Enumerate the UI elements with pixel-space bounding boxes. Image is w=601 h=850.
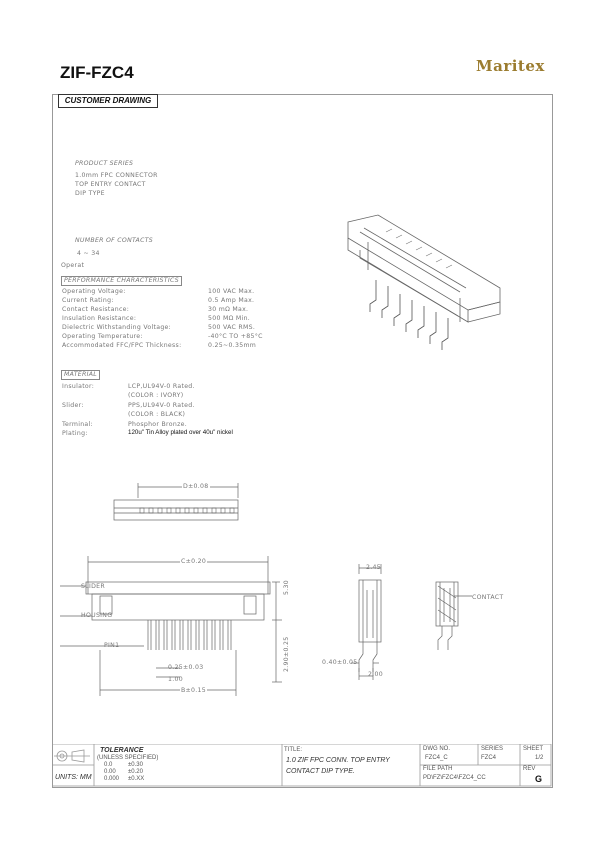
product-series-line: DIP TYPE bbox=[75, 190, 105, 197]
perf-value: 30 mΩ Max. bbox=[208, 306, 249, 313]
dim-530-label: 5.30 bbox=[283, 580, 290, 595]
perf-value: -40°C TO +85°C bbox=[208, 333, 263, 340]
tol-val: ±0.20 bbox=[128, 769, 143, 775]
front-pin bbox=[164, 620, 167, 650]
perf-label: Operating Voltage: bbox=[62, 288, 126, 295]
top-pin bbox=[212, 508, 216, 513]
perf-value: 0.25~0.35mm bbox=[208, 342, 257, 349]
terminal-value: Phosphor Bronze. bbox=[128, 421, 187, 428]
tol-fmt: 0.00 bbox=[104, 769, 116, 775]
rev-value: G bbox=[535, 774, 543, 784]
dim-d-label: D±0.08 bbox=[183, 483, 209, 490]
page-title: ZIF-FZC4 bbox=[60, 63, 134, 82]
dim-245-label: 2.45 bbox=[366, 564, 381, 571]
dwg-no-label: DWG NO. bbox=[423, 746, 450, 752]
maritex-logo: Maritex bbox=[476, 57, 545, 75]
top-pin bbox=[140, 508, 144, 513]
insulator-label: Insulator: bbox=[62, 383, 95, 390]
isometric-connector-drawing bbox=[340, 210, 510, 360]
top-pin bbox=[185, 508, 189, 513]
tol-val: ±0.30 bbox=[128, 762, 143, 768]
product-series-line: 1.0mm FPC CONNECTOR bbox=[75, 172, 158, 179]
series-label: SERIES bbox=[481, 746, 504, 752]
front-pin bbox=[228, 620, 231, 650]
top-pin bbox=[176, 508, 180, 513]
units-label: UNITS: MM bbox=[55, 774, 92, 781]
dwg-no: FZC4_C bbox=[425, 755, 448, 761]
dim-pitch-label: 0.25±0.03 bbox=[168, 664, 204, 671]
perf-label: Operating Temperature: bbox=[62, 333, 143, 340]
perf-value: 500 MΩ Min. bbox=[208, 315, 251, 322]
top-view-drawing bbox=[108, 478, 248, 528]
slider-callout: SLIDER bbox=[81, 583, 105, 590]
front-pin bbox=[220, 620, 223, 650]
perf-label: Contact Resistance: bbox=[62, 306, 130, 313]
top-pin bbox=[221, 508, 225, 513]
dim-040-label: 0.40±0.05 bbox=[322, 659, 358, 666]
front-view-drawing bbox=[60, 550, 310, 700]
customer-drawing-label: CUSTOMER DRAWING bbox=[58, 94, 158, 108]
perf-label: Accommodated FFC/FPC Thickness: bbox=[62, 342, 182, 349]
slider-color: (COLOR : BLACK) bbox=[128, 411, 186, 418]
product-series-heading: PRODUCT SERIES bbox=[75, 160, 134, 167]
front-pin bbox=[180, 620, 183, 650]
dim-290-label: 2.90±0.25 bbox=[283, 636, 290, 672]
perf-value: 0.5 Amp Max. bbox=[208, 297, 255, 304]
tol-fmt: 0.000 bbox=[104, 776, 120, 782]
top-pin bbox=[203, 508, 207, 513]
series-value: FZC4 bbox=[481, 755, 496, 761]
material-heading: MATERIAL bbox=[61, 370, 100, 380]
drawing-title-line1: 1.0 ZIF FPC CONN. TOP ENTRY bbox=[286, 757, 390, 764]
tolerance-sub: (UNLESS SPECIFIED) bbox=[97, 755, 159, 761]
tolerance-heading: TOLERANCE bbox=[100, 747, 144, 754]
dim-b-label: B±0.15 bbox=[181, 687, 207, 694]
dim-200-label: 2.00 bbox=[368, 671, 383, 678]
front-pin bbox=[156, 620, 159, 650]
tol-val: ±0.XX bbox=[128, 776, 145, 782]
front-pin bbox=[172, 620, 175, 650]
top-pin bbox=[194, 508, 198, 513]
file-path: PD\FZ\FZC4\FZC4_CC bbox=[423, 775, 486, 781]
tol-fmt: 0.0 bbox=[104, 762, 113, 768]
drawing-title-line2: CONTACT DIP TYPE. bbox=[286, 768, 355, 775]
front-pin bbox=[212, 620, 215, 650]
plating-label: Plating: bbox=[62, 430, 88, 437]
section-view-drawing bbox=[428, 578, 478, 653]
title-label: TITLE: bbox=[284, 747, 303, 753]
contacts-extra: Operat bbox=[61, 262, 85, 269]
side-view-drawing bbox=[345, 560, 405, 685]
top-pin bbox=[230, 508, 234, 513]
front-pin bbox=[196, 620, 199, 650]
top-pin bbox=[149, 508, 153, 513]
slider-value: PPS,UL94V-0 Rated. bbox=[128, 402, 195, 409]
plating-value: 120u" Tin Alloy plated over 40u" nickel bbox=[128, 429, 233, 436]
contacts-value: 4 ~ 34 bbox=[77, 250, 100, 257]
perf-label: Insulation Resistance: bbox=[62, 315, 137, 322]
file-path-label: FILE PATH bbox=[423, 766, 453, 772]
front-pin bbox=[204, 620, 207, 650]
sheet-value: 1/2 bbox=[535, 755, 544, 761]
dim-c-label: C±0.20 bbox=[181, 558, 207, 565]
perf-label: Current Rating: bbox=[62, 297, 114, 304]
perf-label: Dielectric Withstanding Voltage: bbox=[62, 324, 172, 331]
insulator-value: LCP,UL94V-0 Rated. bbox=[128, 383, 195, 390]
perf-value: 500 VAC RMS. bbox=[208, 324, 256, 331]
front-pin bbox=[188, 620, 191, 650]
rev-label: REV bbox=[523, 766, 536, 772]
front-pin bbox=[148, 620, 151, 650]
sheet-label: SHEET bbox=[523, 746, 544, 752]
perf-value: 100 VAC Max. bbox=[208, 288, 255, 295]
insulator-color: (COLOR : IVORY) bbox=[128, 392, 184, 399]
top-pin bbox=[158, 508, 162, 513]
product-series-line: TOP ENTRY CONTACT bbox=[75, 181, 146, 188]
housing-callout: HOUSING bbox=[81, 612, 113, 619]
slider-label: Slider: bbox=[62, 402, 84, 409]
performance-heading: PERFORMANCE CHARACTERISTICS bbox=[61, 276, 182, 286]
terminal-label: Terminal: bbox=[62, 421, 93, 428]
dim-pitch2-label: 1.00 bbox=[168, 676, 183, 683]
contact-callout: CONTACT bbox=[472, 594, 504, 601]
top-pin bbox=[167, 508, 171, 513]
pin1-callout: PIN1 bbox=[104, 642, 120, 649]
contacts-heading: NUMBER OF CONTACTS bbox=[75, 237, 154, 244]
